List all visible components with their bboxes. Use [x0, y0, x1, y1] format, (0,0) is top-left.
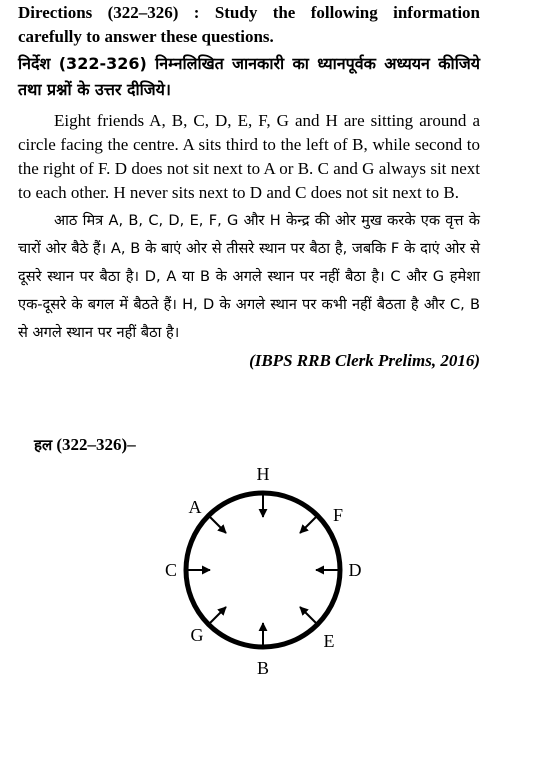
question-page [18, 0, 480, 373]
seating-circle-diagram [150, 455, 380, 685]
label-top: H [256, 464, 270, 484]
directions-english: Directions (322–326) : Study the following information carefully to answer these questions. [18, 3, 480, 46]
solution-label: हल [34, 436, 53, 454]
directions-hindi: निर्देश (322-326) निम्नलिखित जानकारी का ध्यानपूर्वक अध्ययन कीजिये तथा प्रश्नों के उत्तर दीजिये। [18, 54, 480, 99]
passage-hindi: आठ मित्र A, B, C, D, E, F, G और H केन्द्र की ओर मुख करके एक वृत्त के चारों ओर बैठे हैं। A, B के बाएं ओर से तीसरे स्थान पर बैठा है, जबकि F के दाएं ओर से दूसरे स्थान पर बैठा है। D, A या B के अगले स्थान पर नहीं बैठा है। C और G हमेशा एक-दूसरे के बगल में बैठते हैं। H, D के अगले स्थान पर कभी नहीं बैठता है और C, B से अगले स्थान पर नहीं बैठा है। [18, 212, 480, 341]
arrow-bottom-right [300, 607, 317, 624]
passage-english: Eight friends A, B, C, D, E, F, G and H are sitting around a circle facing the centre. A sits third to the left of B, while second to the right of F. D does not sit next to A or B. C and G always sit next to each other. H never sits next to D and C does not sit next to B. [18, 111, 480, 202]
label-top-left: A [188, 497, 202, 517]
exam-source: (IBPS RRB Clerk Prelims, 2016) [249, 351, 480, 370]
arrow-bottom-left [209, 607, 226, 624]
label-bottom-left: G [190, 625, 204, 645]
label-bottom: B [256, 658, 270, 678]
label-bottom-right: E [323, 631, 335, 651]
solution-question-range: (322–326)– [52, 435, 136, 454]
arrow-top-left [209, 516, 226, 533]
solution-heading [34, 434, 136, 456]
label-left: C [164, 560, 178, 580]
label-right: D [348, 560, 362, 580]
arrow-top-right [300, 516, 317, 533]
label-top-right: F [332, 505, 344, 525]
